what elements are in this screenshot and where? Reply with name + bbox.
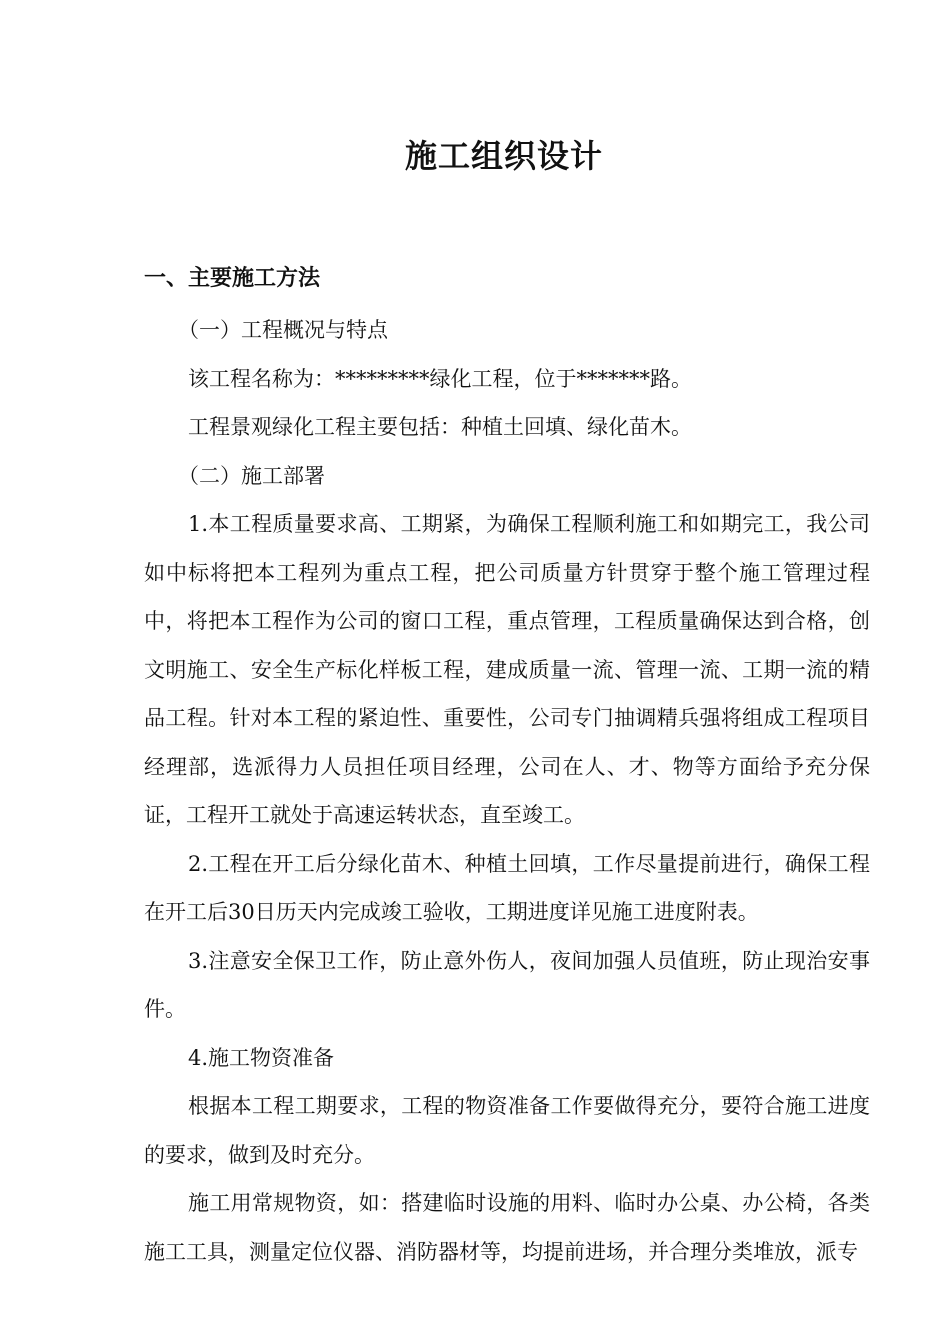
paragraph-schedule: 2.工程在开工后分绿化苗木、种植土回填，工作尽量提前进行，确保工程在开工后30日历天内完成竣工验收，工期进度详见施工进度附表。 bbox=[144, 851, 870, 924]
paragraph-general-materials: 施工用常规物资，如：搭建临时设施的用料、临时办公桌、办公椅，各类施工工具，测量定位仪器、消防器材等，均提前进场，并合理分类堆放，派专 bbox=[144, 1191, 870, 1264]
paragraph-project-scope: 工程景观绿化工程主要包括：种植土回填、绿化苗木。 bbox=[188, 415, 692, 439]
document-body bbox=[144, 306, 870, 1276]
paragraph-materials-heading: 4.施工物资准备 bbox=[188, 1045, 335, 1070]
subheading-construction-deployment: （二）施工部署 bbox=[178, 463, 325, 488]
document-title: 施工组织设计 bbox=[404, 137, 603, 175]
paragraph-safety: 3.注意安全保卫工作，防止意外伤人，夜间加强人员值班，防止现治安事件。 bbox=[144, 948, 870, 1021]
paragraph-project-name: 该工程名称为：*********绿化工程，位于*******路。 bbox=[188, 366, 692, 391]
paragraph-quality-requirements: 1.本工程质量要求高、工期紧，为确保工程顺利施工和如期完工，我公司如中标将把本工程列为重点工程，把公司质量方针贯穿于整个施工管理过程中，将把本工程作为公司的窗口工程，重点管理，工程质量确保达到合格，创文明施工、安全生产标化样板工程，建成质量一流、管理一流、工期一流的精品工程。针对本工程的紧迫性、重要性，公司专门抽调精兵强将组成工程项目经理部，选派得力人员担任项目经理，公司在人、才、物等方面给予充分保证，工程开工就处于高速运转状态，直至竣工。 bbox=[144, 512, 870, 827]
subheading-project-overview: （一）工程概况与特点 bbox=[178, 318, 388, 342]
paragraph-materials-requirements: 根据本工程工期要求，工程的物资准备工作要做得充分，要符合施工进度的要求，做到及时充分。 bbox=[144, 1094, 870, 1167]
section-heading: 一、主要施工方法 bbox=[144, 265, 321, 291]
